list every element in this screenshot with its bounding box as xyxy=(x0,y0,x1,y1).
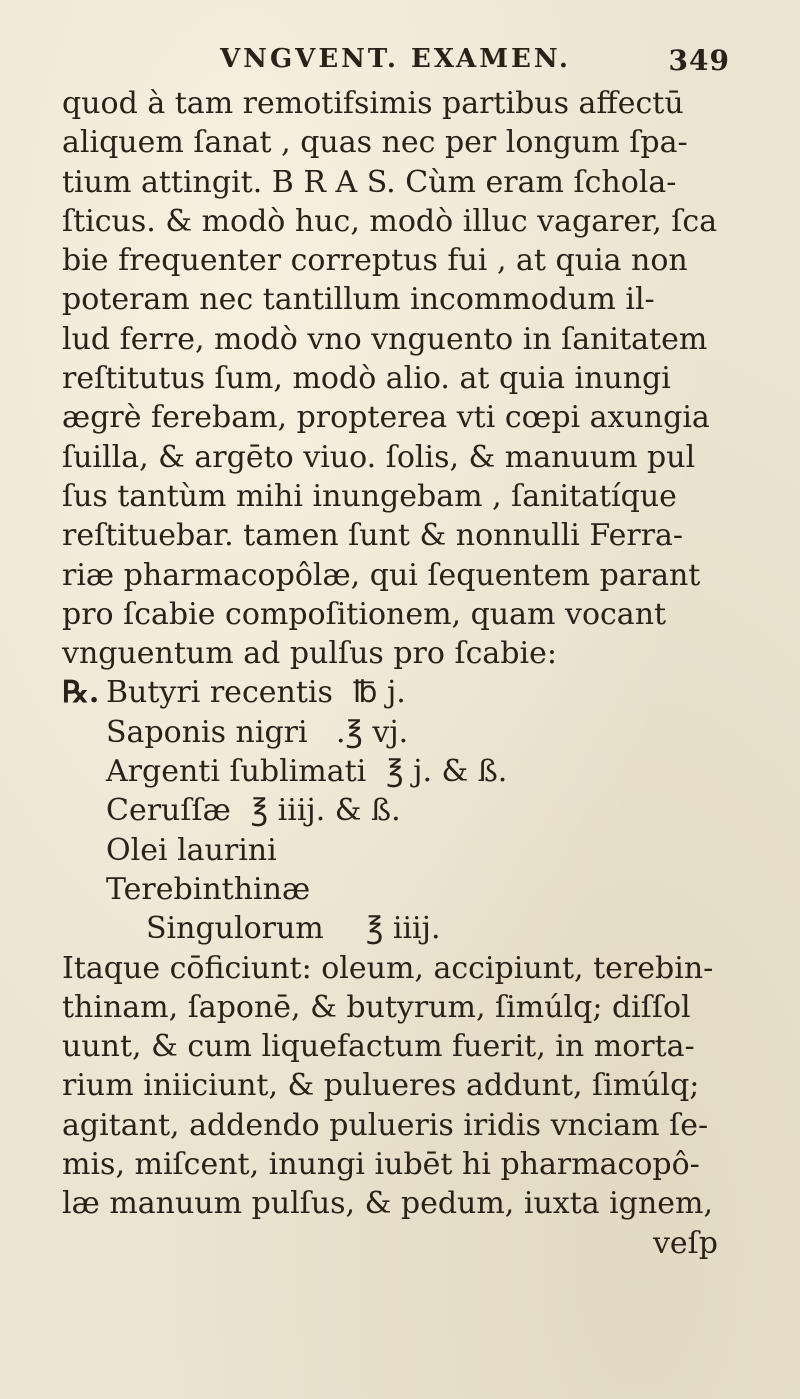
text-line: ægrè ferebam, propterea vti cœpi axungia xyxy=(62,400,710,436)
recipe-item xyxy=(62,831,762,870)
text-block xyxy=(62,84,762,1263)
text-line: riæ pharmacopôlæ, qui ſequentem parant xyxy=(62,557,701,593)
text-line: mis, miſcent, inungi iubēt hi pharmacopô- xyxy=(62,1147,700,1183)
text-line: uunt, & cum liquefactum fuerit, in morta- xyxy=(62,1029,695,1065)
recipe-item xyxy=(62,713,762,752)
recipe-item xyxy=(62,870,762,909)
ingredient-quantity: .℥ vj. xyxy=(336,714,409,750)
running-title: VNGVENT. EXAMEN. xyxy=(220,44,571,74)
ingredient-name: Argenti ſublimati xyxy=(106,754,367,790)
text-line: vnguentum ad pulſus pro ſcabie: xyxy=(62,636,557,672)
ingredient-name: Saponis nigri xyxy=(106,714,308,750)
text-line: bie frequenter correptus fui , at quia non xyxy=(62,243,688,279)
text-line: ſticus. & modò huc, modò illuc vagarer, ſca xyxy=(62,203,718,239)
recipe-item xyxy=(62,909,762,948)
text-line: quod à tam remotifsimis partibus affectū xyxy=(62,86,684,121)
ingredient-quantity: ℔ j. xyxy=(352,675,406,711)
page-number: 349 xyxy=(668,44,730,77)
text-line: thinam, ſaponē, & butyrum, ſimúlq; diſſol xyxy=(62,989,691,1025)
text-line: aliquem ſanat , quas nec per longum ſpa- xyxy=(62,125,688,161)
text-line: rium iniiciunt, & pulueres addunt, ſimúlq; xyxy=(62,1068,700,1104)
ingredient-name: Terebinthinæ xyxy=(106,871,311,907)
ingredient-quantity: ℥ j. & ß. xyxy=(386,754,508,790)
ingredient-name: Butyri recentis xyxy=(106,675,333,711)
page-header xyxy=(220,44,730,84)
text-line: læ manuum pulſus, & pedum, iuxta ignem, xyxy=(62,1186,714,1222)
recipe-item xyxy=(62,791,762,830)
text-line: poteram nec tantillum incommodum il- xyxy=(62,282,655,318)
text-line: reſtituebar. tamen ſunt & nonnulli Ferra- xyxy=(62,518,684,554)
ingredient-name: Olei laurini xyxy=(106,832,277,868)
singulorum-label: Singulorum xyxy=(146,911,324,947)
recipe xyxy=(62,673,762,948)
text-line: Itaque cōficiunt: oleum, accipiunt, terebin- xyxy=(62,950,714,986)
recipe-item xyxy=(62,752,762,791)
text-line: ſus tantùm mihi inungebam , ſanitatíque xyxy=(62,478,677,514)
text-line: pro ſcabie compoſitionem, quam vocant xyxy=(62,596,667,632)
text-line: ſuilla, & argēto viuo. ſolis, & manuum pul xyxy=(62,439,696,475)
recipe-symbol: ℞. xyxy=(62,675,100,711)
singulorum-quantity: ℥ iiij. xyxy=(366,911,441,947)
text-line: agitant, addendo pulueris iridis vnciam ſe- xyxy=(62,1107,709,1143)
catchword: veſp xyxy=(652,1225,718,1261)
text-line: tium attingit. B R A S. Cùm eram ſchola- xyxy=(62,164,677,200)
text-line: reſtitutus ſum, modò alio. at quia inungi xyxy=(62,361,671,397)
text-line: lud ferre, modò vno vnguento in ſanitatem xyxy=(62,321,708,357)
ingredient-quantity: ℥ iiij. & ß. xyxy=(250,793,401,829)
ingredient-name: Ceruſſæ xyxy=(106,793,231,829)
recipe-item xyxy=(62,673,762,712)
